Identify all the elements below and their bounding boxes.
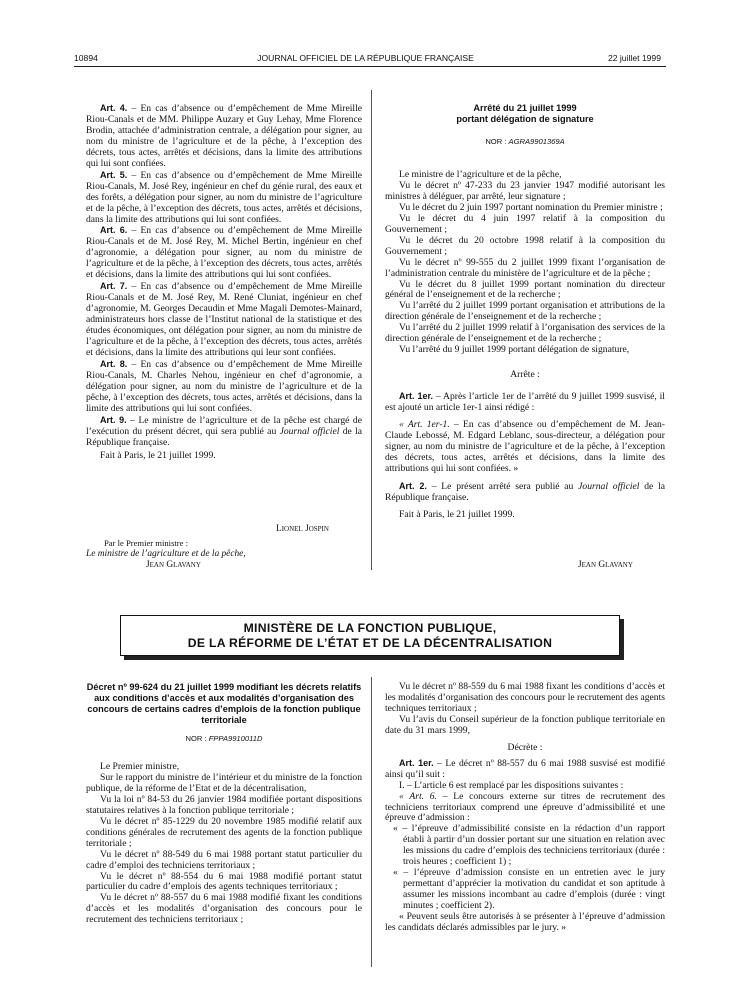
arrete-intro: Le ministre de l’agriculture et de la pêche,: [399, 169, 562, 180]
journal-title: JOURNAL OFFICIEL DE LA RÉPUBLIQUE FRANÇAISE: [257, 53, 474, 63]
decret-para-4: Vu le décret nº 88-549 du 6 mai 1988 portant statut particulier du cadre d’emploi des techniciens territoriaux ;: [86, 848, 362, 871]
fait-a-paris: Fait à Paris, le 21 juillet 1999.: [100, 449, 216, 461]
nor-reference-arrete: NOR : AGRA9901369A: [485, 137, 565, 146]
vu-4: Vu le décret du 20 octobre 1998 relatif à la composition du Gouvernement ;: [385, 234, 665, 257]
ministry-line-2: DE LA RÉFORME DE L’ÉTAT ET DE LA DÉCENTRALISATION: [187, 636, 553, 650]
vu-3: Vu le décret du 4 juin 1997 relatif à la composition du Gouvernement ;: [385, 212, 665, 235]
page-header: [0, 50, 731, 66]
ministry-line-1: MINISTÈRE DE LA FONCTION PUBLIQUE,: [243, 621, 497, 635]
decret-vu-559: Vu le décret nº 88-559 du 6 mai 1988 fixant les conditions d’accès et les modalités d’organisation des concours pour le recrutement des agents techniques territoriaux ;: [385, 681, 665, 714]
decret-para-1: Sur le rapport du ministre de l’intérieur et du ministre de la fonction publique, de la réforme de l’Etat et de la décentralisation,: [86, 771, 362, 794]
signature-jospin: Lionel Jospin: [276, 524, 329, 534]
column-divider-top: [371, 90, 372, 570]
decret-intro: Le Premier ministre,: [100, 761, 180, 772]
arrete-label: Arrête :: [510, 369, 540, 381]
signature-glavany-left: Jean Glavany: [146, 560, 201, 570]
article-5: Art. 5. – En cas d’absence ou d’empêchement de Mme Mireille Riou-Canals, M. José Rey, ingénieur en chef du génie rural, des eaux et des forêts, a délégation pour signer, au nom du ministre de l’agriculture et de la pêche, à l’exception des décrets, tous actes, arrêtés et décisions, dans la limite des attributions qui lui sont confiées.: [86, 169, 362, 225]
decret-avis: Vu l’avis du Conseil supérieur de la fonction publique territoriale en date du 31 mars 1999,: [385, 713, 665, 736]
page-number: 10894: [74, 53, 98, 63]
decret-para-2: Vu la loi nº 84-53 du 26 janvier 1984 modifiée portant dispositions statutaires relatives à la fonction publique territoriale ;: [86, 793, 362, 816]
decret-para-6: Vu le décret nº 88-557 du 6 mai 1988 modifié fixant les conditions d’accès et les modalités d’organisation des concours pour le recrutement des techniciens territoriaux ;: [86, 892, 362, 926]
issue-date: 22 juillet 1999: [607, 53, 661, 63]
ministry-heading-box: [120, 615, 620, 656]
right-column-bottom: [385, 682, 665, 934]
vu-8: Vu l’arrêté du 2 juillet 1999 relatif à l’organisation des services de la direction générale de l’enseignement et de la recherche ;: [385, 322, 665, 345]
signature-glavany-right: Jean Glavany: [578, 560, 633, 570]
decrete-label: Décrète :: [507, 741, 543, 753]
epreuve-admission: « – l’épreuve d’admission consiste en un entretien avec le jury permettant d’apprécier la motivation du candidat et son aptitude à assumer les missions incombant au cadre d’emplois (durée : vingt minutes ; coefficient 2).: [393, 867, 665, 912]
decret-para-3: Vu le décret nº 85-1229 du 20 novembre 1985 modifié relatif aux conditions générales de recrutement des agents de la fonction publique territoriale ;: [86, 815, 362, 849]
article-8: Art. 8. – En cas d’absence ou d’empêchement de Mme Mireille Riou-Canals, M. Charles Nehou, ingénieur en chef d’agronomie, a délégation pour signer, au nom du ministre de l’agriculture et de la pêche, à l’exception des décrets, tous actes, arrêtés et décisions, dans la limite des attributions qui lui sont confiées.: [86, 358, 362, 414]
arrete-title: Arrêté du 21 juillet 1999 portant délégation de signature: [456, 103, 594, 124]
left-column-top: [86, 103, 362, 462]
minister-title: Le ministre de l’agriculture et de la pêche,: [86, 549, 246, 559]
left-column-bottom: [86, 762, 362, 926]
decret-article-6: « Art. 6. – Le concours externe sur titres de recrutement des techniciens territoriaux comprend une épreuve d’admissibilité et une épreuve d’admission :: [385, 790, 665, 824]
article-9: Art. 9. – Le ministre de l’agriculture et de la pêche est chargé de l’exécution du présent décret, qui sera publié au Journal officiel de la République française.: [86, 414, 362, 448]
arrete-fait-a-paris: Fait à Paris, le 21 juillet 1999.: [399, 508, 515, 520]
arrete-article-1: Art. 1er. – Après l’article 1er de l’arrêté du 9 juillet 1999 susvisé, il est ajouté un article 1er-1 ainsi rédigé :: [385, 391, 665, 414]
right-column-top: [385, 170, 665, 521]
vu-5: Vu le décret nº 99-555 du 2 juillet 1999 fixant l’organisation de l’administration centrale du ministère de l’agriculture et de la pêche ;: [385, 256, 665, 279]
header-rule: [74, 66, 666, 67]
arrete-article-1-1: « Art. 1er-1. – En cas d’absence ou d’empêchement de M. Jean-Claude Lebossé, M. Edgard Leblanc, sous-directeur, a délégation pour signer, au nom du ministre de l’agriculture et de la pêche, à l’exception des décrets, tous actes, arrêtés et décisions, dans la limite des attributions qui lui sont confiées. »: [385, 419, 665, 474]
par-le-premier-ministre: Par le Premier ministre :: [104, 538, 189, 548]
arrete-article-2: Art. 2. – Le présent arrêté sera publié au Journal officiel de la République française.: [385, 480, 665, 503]
vu-2: Vu le décret du 2 juin 1997 portant nomination du Premier ministre ;: [399, 201, 663, 213]
nor-reference-decret: NOR : FPPA9910011D: [185, 734, 263, 743]
decret-last-para: « Peuvent seuls être autorisés à se présenter à l’épreuve d’admission les candidats déclarés admissibles par le jury. »: [385, 911, 665, 934]
decret-article-1: Art. 1er. – Le décret nº 88-557 du 6 mai 1988 susvisé est modifié ainsi qu’il suit :: [385, 757, 665, 780]
article-7: Art. 7. – En cas d’absence ou d’empêchement de Mme Mireille Riou-Canals et de M. José Rey, M. René Cluniat, ingénieur en chef d’agronomie, M. Georges Decaudin et Mme Magali Demotes-Mainard, administrateurs hors classe de l’Institut national de la statistique et des études économiques, ont délégation pour signer, au nom du ministre de l’agriculture et de la pêche, à l’exception des décrets, tous actes, arrêtés et décisions, dans la limite des attributions qui leur sont confiées.: [86, 281, 362, 358]
epreuve-admissibilite: « – l’épreuve d’admissibilité consiste en la rédaction d’un rapport établi à partir d’un dossier portant sur une situation en relation avec les missions du cadre d’emplois des techniciens territoriaux (durée : trois heures ; coefficient 1) ;: [393, 823, 665, 868]
column-divider-bottom: [371, 677, 372, 967]
decret-item-i: I. – L’article 6 est remplacé par les dispositions suivantes :: [399, 779, 624, 791]
vu-7: Vu l’arrêté du 2 juillet 1999 portant organisation et attributions de la direction générale de l’enseignement et de la recherche ;: [385, 300, 665, 323]
decret-title: Décret nº 99-624 du 21 juillet 1999 modifiant les décrets relatifs aux conditions d’accès et aux modalités d’organisation des concours de certains cadres d’emplois de la fonction publique territoriale: [86, 682, 362, 725]
vu-6: Vu le décret du 8 juillet 1999 portant nomination du directeur général de l’enseignement et de la recherche ;: [385, 278, 665, 301]
decret-para-5: Vu le décret nº 88-554 du 6 mai 1988 modifié portant statut particulier du cadre d’emplois des agents techniques territoriaux ;: [86, 870, 362, 893]
article-4: Art. 4. – En cas d’absence ou d’empêchement de Mme Mireille Riou-Canals et de MM. Philippe Auzary et Guy Lehay, Mme Florence Brodin, attachée d’administration centrale, a délégation pour signer, au nom du ministre de l’agriculture et de la pêche, à l’exception des décrets, tous actes, arrêtés et décisions, dans la limite des attributions qui lui sont confiées.: [86, 103, 362, 169]
vu-9: Vu l’arrêté du 9 juillet 1999 portant délégation de signature,: [399, 344, 630, 356]
vu-1: Vu le décret nº 47-233 du 23 janvier 1947 modifié autorisant les ministres à déléguer, par arrêté, leur signature ;: [385, 179, 665, 202]
article-6: Art. 6. – En cas d’absence ou d’empêchement de Mme Mireille Riou-Canals et de M. José Rey, M. Michel Bertin, ingénieur en chef d’agronomie, a délégation pour signer, au nom du ministre de l’agriculture et de la pêche, à l’exception des décrets, tous actes, arrêtés et décisions, dans la limite des attributions qui lui sont confiées.: [86, 225, 362, 281]
